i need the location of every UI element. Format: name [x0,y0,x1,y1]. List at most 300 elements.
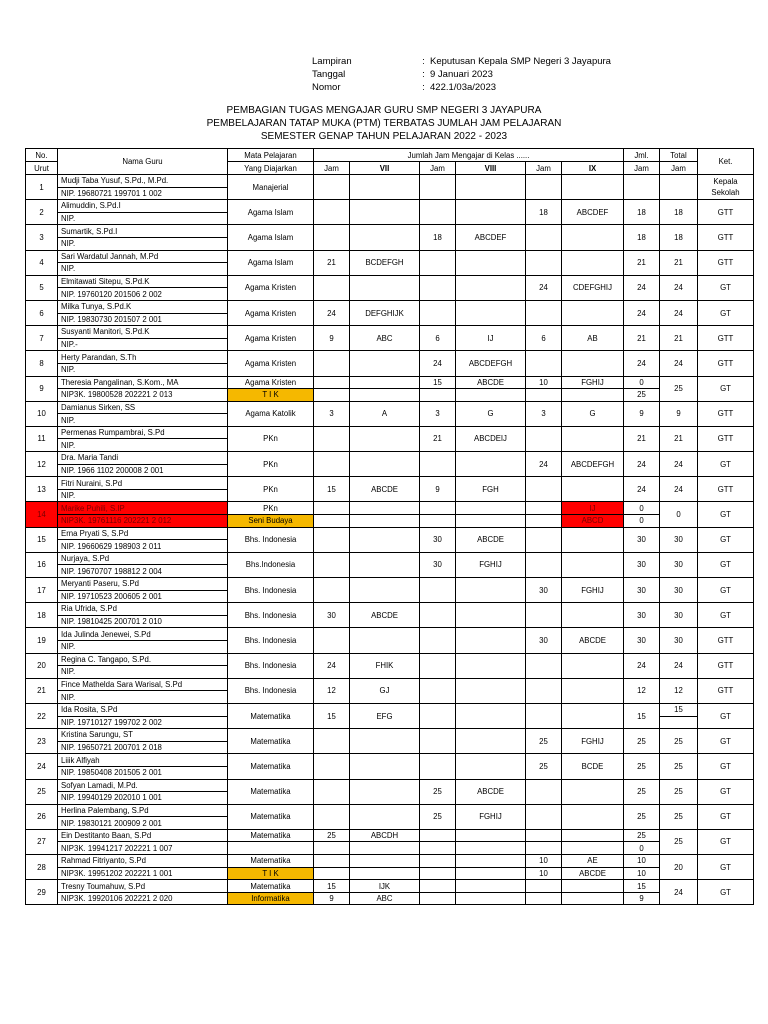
classes-vii: ABCDE [350,477,420,502]
hours-ix: 25 [526,754,562,779]
hours-viii [420,880,456,893]
total-jam: 9 [660,401,698,426]
subject: Bhs. Indonesia [228,628,314,653]
classes-vii-2 [350,867,420,880]
nomor-value: 422.1/03a/2023 [430,82,497,93]
classes-viii [456,628,526,653]
subject-2: Seni Budaya [228,515,314,528]
teacher-nip: NIP. 19710523 200605 2 001 [58,590,228,603]
total-jam: 24 [660,351,698,376]
classes-viii [456,175,526,200]
lampiran-value: Keputusan Kepala SMP Negeri 3 Jayapura [430,56,611,67]
teacher-name: Fitri Nuraini, S.Pd [58,477,228,490]
header-jam-ix: Jam [526,162,562,175]
jml-jam [624,175,660,200]
keterangan: Kepala Sekolah [698,175,754,200]
classes-viii [456,603,526,628]
hours-viii [420,628,456,653]
classes-vii: FHIK [350,653,420,678]
teacher-name: Erna Pryati S, S.Pd [58,527,228,540]
row-number: 4 [26,250,58,275]
classes-viii: ABCDE [456,376,526,389]
hours-viii-2 [420,389,456,402]
jml-jam: 21 [624,326,660,351]
classes-ix-2: ABCDE [562,867,624,880]
hours-viii: 3 [420,401,456,426]
teacher-nip: NIP. 19830730 201507 2 001 [58,313,228,326]
hours-ix [526,703,562,728]
classes-ix [562,804,624,829]
classes-ix [562,603,624,628]
row-number: 14 [26,502,58,527]
total-jam: 30 [660,552,698,577]
jml-jam: 30 [624,628,660,653]
jml-jam: 25 [624,754,660,779]
jml-jam: 15 [624,703,660,728]
hours-ix [526,527,562,552]
classes-ix: BCDE [562,754,624,779]
table-row [26,351,754,364]
jml-jam: 24 [624,300,660,325]
hours-ix [526,603,562,628]
classes-vii: ABCDE [350,603,420,628]
classes-ix: IJ [562,502,624,515]
hours-vii [314,552,350,577]
total-jam: 25 [660,804,698,829]
hours-vii [314,729,350,754]
table-row [26,603,754,616]
classes-vii [350,779,420,804]
teacher-nip: NIP. 19710127 199702 2 002 [58,716,228,729]
keterangan: GT [698,275,754,300]
total-jam: 24 [660,452,698,477]
teacher-nip: NIP. 19670707 198812 2 004 [58,565,228,578]
classes-vii [350,225,420,250]
jml-jam: 25 [624,804,660,829]
row-number: 15 [26,527,58,552]
teacher-nip: NIP3K. 19800528 202221 2 013 [58,389,228,402]
keterangan: GT [698,703,754,728]
hours-viii-2 [420,842,456,855]
colon: : [422,69,425,80]
subject: Bhs.Indonesia [228,552,314,577]
subject: Matematika [228,703,314,728]
classes-viii [456,300,526,325]
row-number: 29 [26,880,58,905]
hours-vii: 24 [314,653,350,678]
hours-viii [420,502,456,515]
classes-ix: AB [562,326,624,351]
hours-viii [420,452,456,477]
classes-vii: ABC [350,326,420,351]
subject: Matematika [228,729,314,754]
classes-viii-2 [456,389,526,402]
classes-viii [456,880,526,893]
table-row [26,401,754,414]
teacher-nip: NIP. [58,489,228,502]
subject: Agama Kristen [228,326,314,351]
classes-viii-2 [456,867,526,880]
hours-viii [420,754,456,779]
table-row [26,275,754,288]
hours-ix [526,502,562,515]
hours-ix: 3 [526,401,562,426]
hours-ix: 18 [526,200,562,225]
row-number: 19 [26,628,58,653]
teacher-name: Nurjaya, S.Pd [58,552,228,565]
hours-vii: 15 [314,703,350,728]
jml-jam: 24 [624,275,660,300]
jml-jam: 21 [624,426,660,451]
keterangan: GTT [698,326,754,351]
jml-jam: 15 [624,880,660,893]
tanggal-label: Tanggal [312,69,346,80]
header-jml: Jml. [624,149,660,162]
hours-vii [314,527,350,552]
hours-ix: 10 [526,376,562,389]
classes-ix: CDEFGHIJ [562,275,624,300]
classes-ix [562,477,624,502]
hours-ix [526,426,562,451]
keterangan: GT [698,300,754,325]
teacher-nip: NIP. 19810425 200701 2 010 [58,615,228,628]
hours-viii: 18 [420,225,456,250]
subject: PKn [228,426,314,451]
keterangan: GTT [698,401,754,426]
teacher-name: Fince Mathelda Sara Warisal, S.Pd [58,678,228,691]
teacher-nip: NIP. [58,414,228,427]
table-row [26,452,754,465]
classes-vii [350,628,420,653]
classes-viii: FGHIJ [456,552,526,577]
hours-viii: 25 [420,779,456,804]
subject: Agama Islam [228,200,314,225]
row-number: 11 [26,426,58,451]
jml-jam: 21 [624,250,660,275]
classes-viii: ABCDE [456,527,526,552]
header-no: No. [26,149,58,162]
subject: Matematika [228,779,314,804]
hours-viii [420,729,456,754]
subject-2: T I K [228,389,314,402]
classes-viii [456,502,526,515]
classes-vii [350,376,420,389]
keterangan: GTT [698,653,754,678]
nomor-label: Nomor [312,82,341,93]
jml-jam: 24 [624,452,660,477]
hours-vii: 21 [314,250,350,275]
hours-vii [314,351,350,376]
subject: PKn [228,477,314,502]
classes-ix: ABCDEFGH [562,452,624,477]
hours-viii: 15 [420,376,456,389]
classes-ix [562,250,624,275]
classes-vii [350,855,420,868]
total-jam: 18 [660,200,698,225]
total-jam: 21 [660,250,698,275]
hours-ix: 24 [526,275,562,300]
hours-ix [526,351,562,376]
subject: Agama Kristen [228,376,314,389]
subject: Matematika [228,880,314,893]
teacher-name: Regina C. Tangapo, S.Pd. [58,653,228,666]
jml-jam: 24 [624,351,660,376]
header-ket: Ket. [698,149,754,175]
hours-ix-2: 10 [526,867,562,880]
teacher-name: Ein Destitanto Baan, S.Pd [58,829,228,842]
hours-vii [314,200,350,225]
total-jam [660,175,698,200]
teacher-nip: NIP. [58,640,228,653]
jml-jam: 0 [624,376,660,389]
table-row [26,754,754,767]
hours-vii [314,426,350,451]
classes-vii [350,200,420,225]
hours-viii [420,250,456,275]
jml-jam: 24 [624,653,660,678]
classes-ix-2: ABCD [562,515,624,528]
hours-ix [526,779,562,804]
teacher-nip: NIP. 19940129 202010 1 001 [58,792,228,805]
table-row [26,200,754,213]
jml-jam: 12 [624,678,660,703]
classes-vii [350,175,420,200]
colon: : [422,82,425,93]
table-row [26,527,754,540]
classes-viii-2 [456,892,526,905]
teacher-name: Sofyan Lamadi, M.Pd. [58,779,228,792]
classes-vii-2 [350,389,420,402]
hours-ix-2 [526,389,562,402]
classes-vii: IJK [350,880,420,893]
table-row [26,426,754,439]
table-row [26,578,754,591]
teacher-name: Marike Puhili, S.IP [58,502,228,515]
teacher-name: Alimuddin, S.Pd.I [58,200,228,213]
classes-vii [350,729,420,754]
teacher-name: Ida Julinda Jenewei, S.Pd [58,628,228,641]
jml-jam: 25 [624,779,660,804]
classes-vii: GJ [350,678,420,703]
jml-jam: 9 [624,401,660,426]
classes-vii: DEFGHIJK [350,300,420,325]
jml-jam: 24 [624,477,660,502]
subject: Bhs. Indonesia [228,578,314,603]
hours-viii [420,603,456,628]
row-number: 28 [26,855,58,880]
hours-vii [314,628,350,653]
teacher-name: Sumartik, S.Pd.I [58,225,228,238]
hours-ix: 30 [526,628,562,653]
classes-ix [562,527,624,552]
hours-viii [420,678,456,703]
table-row [26,326,754,339]
jml-jam: 25 [624,729,660,754]
hours-vii: 24 [314,300,350,325]
teacher-nip: NIP. [58,263,228,276]
hours-ix: 25 [526,729,562,754]
subject: Bhs. Indonesia [228,603,314,628]
total-jam: 21 [660,426,698,451]
row-number: 24 [26,754,58,779]
classes-ix [562,426,624,451]
keterangan: GT [698,502,754,527]
keterangan: GT [698,452,754,477]
classes-viii: ABCDEIJ [456,426,526,451]
hours-ix: 24 [526,452,562,477]
total-jam: 25 [660,779,698,804]
classes-viii [456,729,526,754]
keterangan: GTT [698,628,754,653]
classes-vii [350,578,420,603]
header-mapel: Mata Pelajaran [228,149,314,162]
keterangan: GTT [698,477,754,502]
hours-vii [314,452,350,477]
hours-vii-2 [314,389,350,402]
classes-vii [350,426,420,451]
teacher-name: Sari Wardatul Jannah, M.Pd [58,250,228,263]
hours-vii [314,754,350,779]
total-jam-2 [660,716,698,729]
hours-viii [420,829,456,842]
classes-vii [350,502,420,515]
hours-vii: 30 [314,603,350,628]
hours-ix [526,250,562,275]
hours-viii-2 [420,867,456,880]
hours-viii: 6 [420,326,456,351]
row-number: 9 [26,376,58,401]
teacher-name: Elmitawati Sitepu, S.Pd.K [58,275,228,288]
teacher-nip: NIP. 19650721 200701 2 018 [58,741,228,754]
teacher-name: Liiik Alfiyah [58,754,228,767]
classes-vii [350,452,420,477]
total-jam: 25 [660,754,698,779]
keterangan: GTT [698,351,754,376]
hours-vii: 3 [314,401,350,426]
header-vii: VII [350,162,420,175]
hours-ix [526,552,562,577]
hours-ix-2 [526,515,562,528]
hours-viii-2 [420,515,456,528]
hours-ix [526,880,562,893]
total-jam: 25 [660,829,698,854]
teaching-assignment-table [25,148,754,905]
row-number: 12 [26,452,58,477]
keterangan: GT [698,779,754,804]
table-row [26,729,754,742]
subject: Agama Islam [228,225,314,250]
classes-ix [562,175,624,200]
hours-vii [314,804,350,829]
teacher-name: Mudji Taba Yusuf, S.Pd., M.Pd. [58,175,228,188]
total-jam: 30 [660,578,698,603]
total-jam: 18 [660,225,698,250]
document-title [0,104,768,143]
hours-viii: 30 [420,527,456,552]
hours-vii-2 [314,842,350,855]
classes-viii [456,754,526,779]
classes-viii [456,703,526,728]
classes-vii [350,804,420,829]
total-jam: 25 [660,729,698,754]
hours-ix [526,804,562,829]
row-number: 6 [26,300,58,325]
teacher-name: Milka Tunya, S.Pd.K [58,300,228,313]
subject: Matematika [228,829,314,842]
jml-jam: 0 [624,502,660,515]
teacher-name: Permenas Rumpambrai, S.Pd [58,426,228,439]
header-yang-diajarkan: Yang Diajarkan [228,162,314,175]
jml-jam: 30 [624,552,660,577]
teacher-nip: NIP. [58,212,228,225]
subject-2: Informatika [228,892,314,905]
total-jam: 25 [660,376,698,401]
classes-viii [456,653,526,678]
classes-viii: ABCDE [456,779,526,804]
title-line-1: PEMBAGIAN TUGAS MENGAJAR GURU SMP NEGERI 3 JAYAPURA [226,105,542,116]
teacher-nip: NIP3K. 19951202 202221 1 001 [58,867,228,880]
table-row [26,880,754,893]
hours-ix [526,225,562,250]
hours-vii [314,502,350,515]
classes-vii [350,275,420,300]
classes-vii-2 [350,842,420,855]
teacher-nip: NIP. 19850408 201505 2 001 [58,766,228,779]
jml-jam: 30 [624,527,660,552]
row-number: 10 [26,401,58,426]
hours-viii: 24 [420,351,456,376]
keterangan: GT [698,527,754,552]
subject: Matematika [228,754,314,779]
classes-ix [562,552,624,577]
colon: : [422,56,425,67]
hours-vii: 25 [314,829,350,842]
classes-vii: ABCDH [350,829,420,842]
classes-vii-2: ABC [350,892,420,905]
jml-jam: 30 [624,603,660,628]
hours-ix [526,678,562,703]
table-row [26,628,754,641]
teacher-nip: NIP. 19680721 199701 1 002 [58,187,228,200]
keterangan: GT [698,552,754,577]
table-row-nip [26,842,754,855]
hours-viii [420,300,456,325]
jml-jam-2: 10 [624,867,660,880]
title-line-2: PEMBELAJARAN TATAP MUKA (PTM) TERBATAS JUMLAH JAM PELAJARAN [206,118,562,129]
keterangan: GTT [698,200,754,225]
hours-ix [526,653,562,678]
classes-viii: ABCDEFGH [456,351,526,376]
hours-vii [314,175,350,200]
hours-ix: 6 [526,326,562,351]
classes-ix [562,779,624,804]
teacher-nip: NIP. [58,666,228,679]
classes-viii: G [456,401,526,426]
classes-ix [562,880,624,893]
header-viii: VIII [456,162,526,175]
classes-ix [562,829,624,842]
keterangan: GTT [698,426,754,451]
hours-viii: 25 [420,804,456,829]
row-number: 2 [26,200,58,225]
hours-viii [420,175,456,200]
classes-ix [562,703,624,728]
hours-vii-2 [314,515,350,528]
teacher-nip: NIP. [58,363,228,376]
subject: Agama Kristen [228,300,314,325]
table-row [26,678,754,691]
classes-viii: FGHIJ [456,804,526,829]
